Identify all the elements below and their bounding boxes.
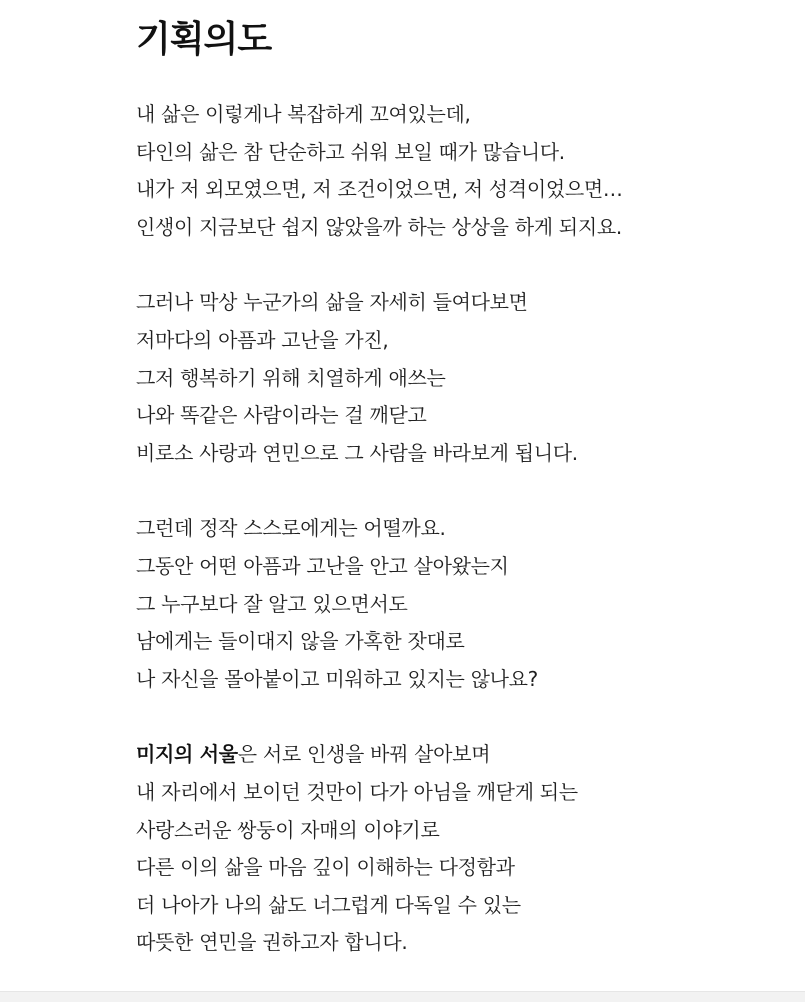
text-line: 따뜻한 연민을 권하고자 합니다. xyxy=(136,930,408,955)
emphasized-title: 미지의 서울 xyxy=(136,742,238,767)
paragraph-4 xyxy=(136,736,776,962)
text-line: 인생이 지금보단 쉽지 않았을까 하는 상상을 하게 되지요. xyxy=(136,214,622,239)
text-line: 다른 이의 삶을 마음 깊이 이해하는 다정함과 xyxy=(136,855,515,880)
bottom-edge-bar xyxy=(0,991,805,1002)
text-line-first xyxy=(136,736,776,774)
text-line: 내 자리에서 보이던 것만이 다가 아님을 깨닫게 되는 xyxy=(136,779,578,804)
text-line: 남에게는 들이대지 않을 가혹한 잣대로 xyxy=(136,629,465,654)
text-line: 나 자신을 몰아붙이고 미워하고 있지는 않나요? xyxy=(136,666,538,691)
document-body xyxy=(136,0,776,962)
text-line: 그동안 어떤 아픔과 고난을 안고 살아왔는지 xyxy=(136,553,509,578)
text-line: 나와 똑같은 사람이라는 걸 깨닫고 xyxy=(136,403,427,428)
text-line: 타인의 삶은 참 단순하고 쉬워 보일 때가 많습니다. xyxy=(136,139,565,164)
text-line: 저마다의 아픔과 고난을 가진, xyxy=(136,327,389,352)
paragraph-3 xyxy=(136,510,776,698)
text-line: 그 누구보다 잘 알고 있으면서도 xyxy=(136,591,408,616)
first-line-rest: 은 서로 인생을 바꿔 살아보며 xyxy=(237,742,491,767)
text-line: 그러나 막상 누군가의 삶을 자세히 들여다보면 xyxy=(136,290,528,315)
text-line: 그저 행복하기 위해 치열하게 애쓰는 xyxy=(136,365,446,390)
paragraph-1 xyxy=(136,96,776,246)
paragraph-2 xyxy=(136,284,776,472)
text-line: 내가 저 외모였으면, 저 조건이었으면, 저 성격이었으면… xyxy=(136,177,623,202)
text-line: 비로소 사랑과 연민으로 그 사람을 바라보게 됩니다. xyxy=(136,440,578,465)
text-line: 사랑스러운 쌍둥이 자매의 이야기로 xyxy=(136,817,440,842)
page-title: 기획의도 xyxy=(136,19,272,60)
text-line: 그런데 정작 스스로에게는 어떨까요. xyxy=(136,516,446,541)
text-line: 더 나아가 나의 삶도 너그럽게 다독일 수 있는 xyxy=(136,892,521,917)
text-line: 내 삶은 이렇게나 복잡하게 꼬여있는데, xyxy=(136,102,471,126)
